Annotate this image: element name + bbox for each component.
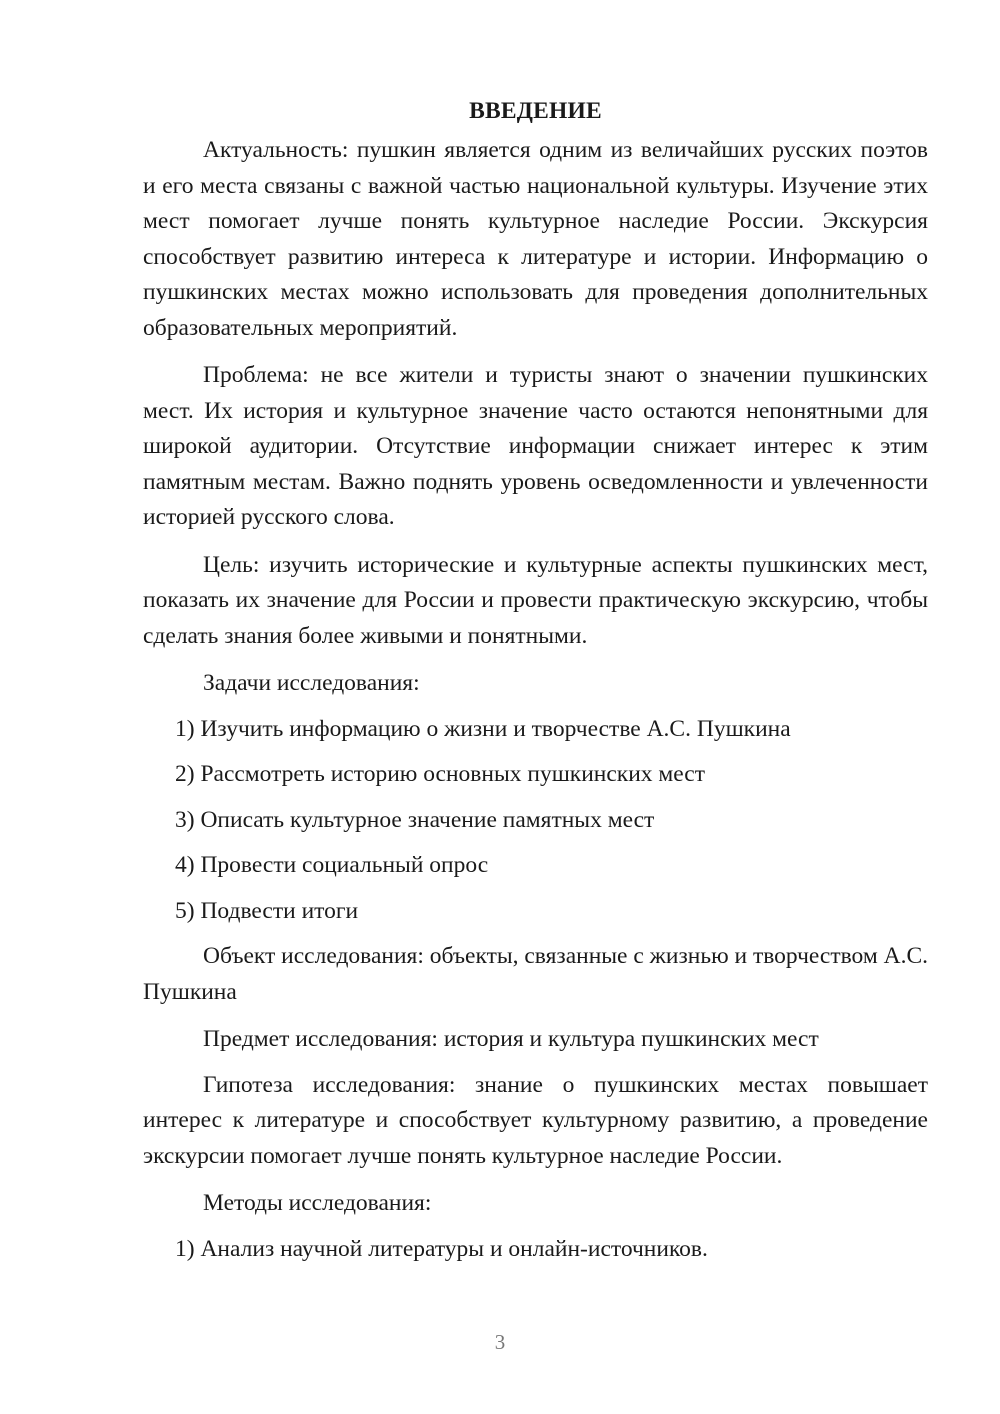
hypothesis-paragraph: Гипотеза исследования: знание о пушкинских местах повышает интерес к литературе и способствует культурному развитию, а проведение экскурсии помогает лучше понять культурное наследие России.: [143, 1071, 928, 1169]
task-item: 1) Изучить информацию о жизни и творчестве А.С. Пушкина: [175, 715, 791, 742]
methods-heading: Методы исследования:: [203, 1190, 432, 1216]
tasks-list: [143, 712, 928, 930]
task-item: 3) Описать культурное значение памятных мест: [175, 806, 655, 833]
goal-paragraph: Цель: изучить исторические и культурные аспекты пушкинских мест, показать их значение для России и провести практическую экскурсию, чтобы сделать знания более живыми и понятными.: [143, 551, 928, 649]
tasks-heading: Задачи исследования:: [203, 670, 420, 696]
problem-paragraph: Проблема: не все жители и туристы знают о значении пушкинских мест. Их история и культурное значение часто остаются непонятными для широкой аудитории. Отсутствие информации снижает интерес к этим памятным местам. Важно поднять уровень осведомленности и увлеченности историей русского слова.: [143, 362, 928, 530]
task-item: 2) Рассмотреть историю основных пушкинских мест: [175, 761, 706, 787]
methods-list: [143, 1232, 928, 1268]
page-content: [143, 93, 928, 1277]
object-paragraph: Объект исследования: объекты, связанные с жизнью и творчеством А.С. Пушкина: [143, 943, 928, 1005]
subject-paragraph: Предмет исследования: история и культура пушкинских мест: [203, 1026, 819, 1052]
method-item: 1) Анализ научной литературы и онлайн-источников.: [175, 1235, 708, 1262]
task-item: 5) Подвести итоги: [175, 897, 359, 924]
page-number: 3: [494, 1330, 506, 1354]
section-title: ВВЕДЕНИЕ: [469, 98, 602, 124]
task-item: 4) Провести социальный опрос: [175, 852, 489, 878]
relevance-paragraph: Актуальность: пушкин является одним из величайших русских поэтов и его места связаны с важной частью национальной культуры. Изучение этих мест помогает лучше понять культурное наследие России. Экскурсия способствует развитию интереса к литературе и истории. Информацию о пушкинских местах можно использовать для проведения дополнительных образовательных мероприятий.: [143, 137, 928, 341]
